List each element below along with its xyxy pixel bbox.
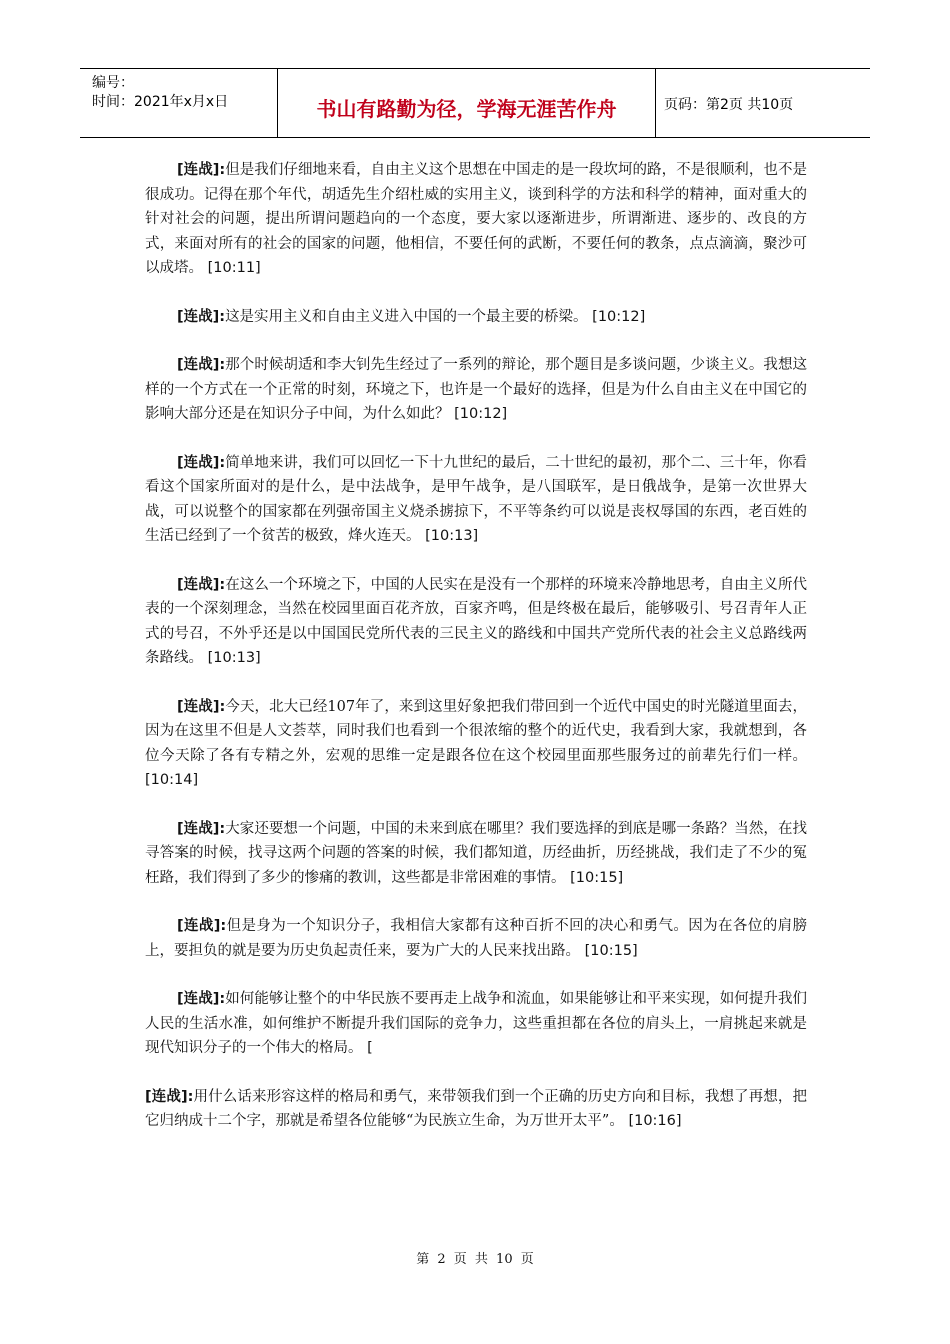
paragraph-text: 今天，北大已经107年了，来到这里好象把我们带回到一个近代中国史的时光隧道里面去，因为在这里不但是人文荟萃，同时我们也看到一个很浓缩的整个的近代史，我看到大家，我就想到，各位今天除了各有专精之外，宏观的思维一定是跟各位在这个校园里面那些服务过的前辈先行们一样。 — [145, 698, 807, 764]
paragraph-6 — [145, 695, 807, 793]
header-info-cell — [80, 69, 278, 137]
speaker-label: [连战]: — [177, 576, 226, 593]
paragraph-2 — [145, 305, 807, 330]
paragraph-text: 这是实用主义和自由主义进入中国的一个最主要的桥梁。 — [225, 308, 588, 325]
date-label: 时间：2021年x月x日 — [92, 94, 229, 110]
paragraph-text: 那个时候胡适和李大钊先生经过了一系列的辩论，那个题目是多谈问题，少谈主义。我想这样的一个方式在一个正常的时刻，环境之下，也许是一个最好的选择，但是为什么自由主义在中国它的影响大部分还是在知识分子中间，为什么如此？ — [145, 357, 807, 422]
slogan: 书山有路勤为径，学海无涯苦作舟 — [316, 97, 617, 121]
paragraph-3 — [145, 353, 807, 427]
paragraph-1 — [145, 158, 807, 281]
timestamp: [ — [367, 1040, 373, 1056]
paragraph-4 — [145, 451, 807, 549]
header-page-cell — [656, 69, 870, 137]
paragraph-text: 用什么话来形容这样的格局和勇气，来带领我们到一个正确的历史方向和目标，我想了再想，把它归纳成十二个字，那就是希望各位能够“为民族立生命，为万世开太平”。 — [145, 1088, 807, 1129]
paragraph-5 — [145, 573, 807, 671]
paragraph-text: 但是身为一个知识分子，我相信大家都有这种百折不回的决心和勇气。因为在各位的肩膀上，要担负的就是要为历史负起责任来，要为广大的人民来找出路。 — [145, 918, 807, 959]
timestamp: [10:16] — [628, 1113, 682, 1129]
speaker-label: [连战]: — [177, 454, 226, 471]
paragraph-10 — [145, 1085, 807, 1134]
speaker-label: [连战]: — [177, 357, 226, 373]
speaker-label: [连战]: — [177, 918, 227, 934]
timestamp: [10:14] — [145, 772, 199, 788]
timestamp: [10:13] — [425, 528, 479, 544]
header-page-number: 页码：第2页 共10页 — [664, 97, 794, 113]
speaker-label: [连战]: — [177, 820, 226, 837]
speaker-label: [连战]: — [177, 308, 226, 325]
paragraph-8 — [145, 914, 807, 963]
timestamp: [10:11] — [207, 260, 261, 276]
paragraph-text: 但是我们仔细地来看，自由主义这个思想在中国走的是一段坎坷的路，不是很顺利，也不是很成功。记得在那个年代，胡适先生介绍杜威的实用主义，谈到科学的方法和科学的精神，面对重大的针对社会的问题，提出所谓问题趋向的一个态度，要大家以逐渐进步，所谓渐进、逐步的、改良的方式，来面对所有的社会的国家的问题，他相信，不要任何的武断，不要任何的教条，点点滴滴，聚沙可以成塔。 — [145, 162, 807, 276]
timestamp: [10:12] — [592, 308, 646, 325]
transcript-body — [145, 158, 807, 1158]
paragraph-text: 大家还要想一个问题，中国的未来到底在哪里？我们要选择的到底是哪一条路？当然，在找寻答案的时候，找寻这两个问题的答案的时候，我们都知道，历经曲折，历经挑战，我们走了不少的冤枉路，我们得到了多少的惨痛的教训，这些都是非常困难的事情。 — [145, 820, 807, 886]
timestamp: [10:13] — [207, 650, 261, 666]
timestamp: [10:15] — [584, 942, 638, 959]
speaker-label: [连战]: — [177, 162, 226, 178]
speaker-label: [连战]: — [145, 1088, 194, 1105]
paragraph-text: 如何能够让整个的中华民族不要再走上战争和流血，如果能够让和平来实现，如何提升我们人民的生活水准，如何维护不断提升我们国际的竞争力，这些重担都在各位的肩头上，一肩挑起来就是现代知识分子的一个伟大的格局。 — [145, 991, 807, 1056]
speaker-label: [连战]: — [177, 698, 226, 715]
speaker-label: [连战]: — [177, 991, 226, 1007]
paragraph-text: 简单地来讲，我们可以回忆一下十九世纪的最后，二十世纪的最初，那个二、三十年，你看看这个国家所面对的是什么，是中法战争，是甲午战争，是八国联军，是日俄战争，是第一次世界大战，可以说整个的国家都在列强帝国主义烧杀掳掠下，不平等条约可以说是丧权辱国的东西，老百姓的生活已经到了一个贫苦的极致，烽火连天。 — [145, 454, 807, 544]
code-label: 编号： — [92, 75, 134, 91]
timestamp: [10:15] — [570, 869, 624, 886]
timestamp: [10:12] — [454, 406, 508, 422]
paragraph-9 — [145, 987, 807, 1061]
page-header — [80, 68, 870, 138]
page-footer: 第 2 页 共 10 页 — [416, 1252, 534, 1267]
header-slogan-cell — [278, 69, 656, 137]
paragraph-7 — [145, 817, 807, 891]
paragraph-text: 在这么一个环境之下，中国的人民实在是没有一个那样的环境来冷静地思考，自由主义所代表的一个深刻理念，当然在校园里面百花齐放，百家齐鸣，但是终极在最后，能够吸引、号召青年人正式的号召，不外乎还是以中国国民党所代表的三民主义的路线和中国共产党所代表的社会主义总路线两条路线。 — [145, 576, 807, 666]
